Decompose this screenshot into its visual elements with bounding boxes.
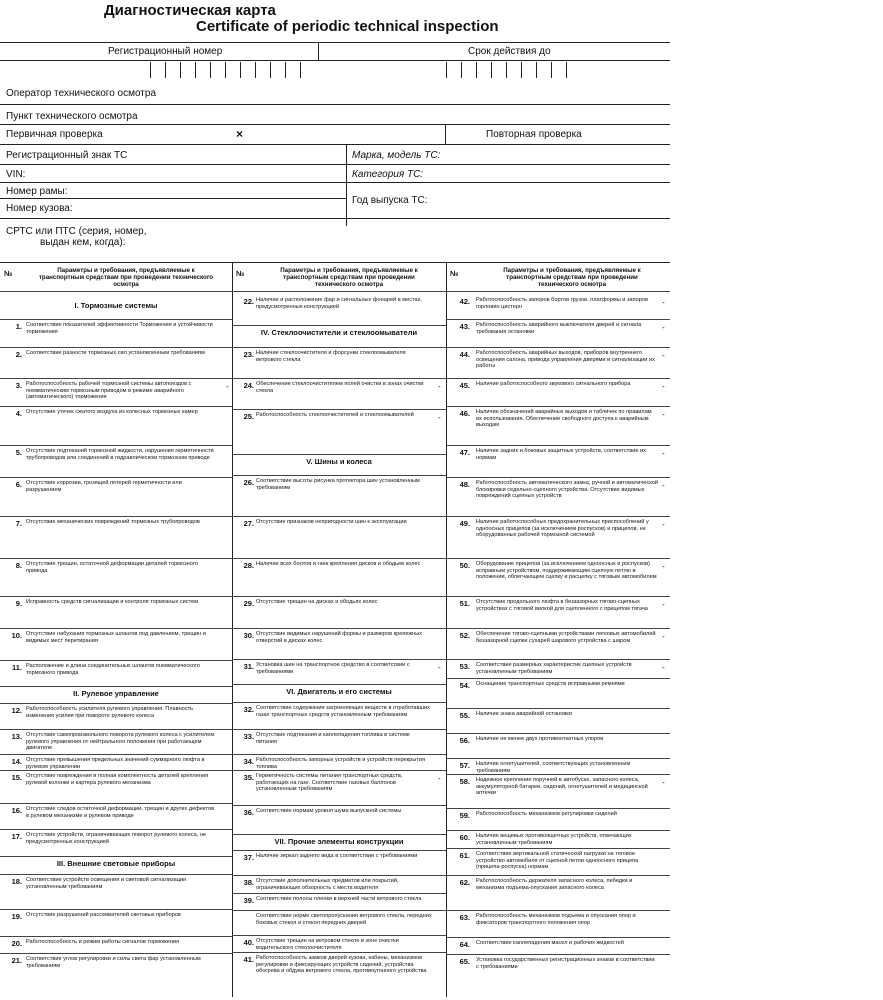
brand-model-label: Марка, модель ТС: <box>352 150 441 161</box>
row-number: 18. <box>11 877 22 886</box>
row-text: Отсутствие повреждения и полная комплектность деталей крепления рулевой колонки и картера рулевого механизма <box>26 773 209 786</box>
row-number: 36. <box>243 808 254 817</box>
row-text: Оснащение транспортных средств исправными ремнями <box>476 681 625 687</box>
body-number-label: Номер кузова: <box>6 203 73 214</box>
row-text: Соответствие разности тормозных сил установленным требованиям <box>26 350 205 356</box>
row-divider <box>0 660 232 661</box>
row-text: Отсутствие признаков непригодности шин к эксплуатации <box>256 519 407 525</box>
row-number: 33. <box>243 732 254 741</box>
row-divider <box>0 477 232 478</box>
row-number: 3. <box>15 381 22 390</box>
year-label: Год выпуска ТС: <box>352 195 428 206</box>
row-number: 12. <box>11 706 22 715</box>
row-divider <box>0 829 232 830</box>
row-result-dash: - <box>662 382 665 391</box>
row-divider <box>232 910 446 911</box>
row-text: Соответствие устройств освещения и световой сигнализации установленным требованиям <box>26 877 187 890</box>
row-divider <box>446 910 670 911</box>
row-number: 14. <box>11 757 22 766</box>
column-header: Параметры и требования, предъявляемые к транспортным средствам при проведении технического осмотра <box>38 267 214 288</box>
row-text: Отсутствие утечек сжатого воздуха из колесных тормозных камер <box>26 409 198 415</box>
row-divider <box>0 596 232 597</box>
section-title: VI. Двигатель и его системы <box>286 687 392 696</box>
row-divider <box>446 347 670 348</box>
row-number: 29. <box>243 599 254 608</box>
valid-until-label: Срок действия до <box>468 46 551 57</box>
row-number: 60. <box>459 833 470 842</box>
row-divider <box>232 596 446 597</box>
row-result-dash: - <box>438 382 441 391</box>
inspection-point-label: Пункт технического осмотра <box>6 111 138 122</box>
row-text: Установка шин на транспортное средство в соответствии с требованиями <box>256 662 410 675</box>
row-divider <box>446 378 670 379</box>
row-divider <box>446 733 670 734</box>
row-divider <box>232 834 446 835</box>
row-divider <box>446 628 670 629</box>
row-divider <box>446 758 670 759</box>
row-result-dash: - <box>662 520 665 529</box>
header-no-symbol: № <box>236 269 245 278</box>
column-header: Параметры и требования, предъявляемые к транспортным средствам при проведении технического осмотра <box>503 267 641 288</box>
section-title: III. Внешние световые приборы <box>56 859 176 868</box>
header-no-symbol: № <box>450 269 459 278</box>
row-number: 51. <box>459 599 470 608</box>
row-text: Отсутствие механических повреждений тормозных трубопроводов <box>26 519 200 525</box>
row-text: Работоспособность держателя запасного колеса, лебедки и механизма подъема-опускания запасного колеса <box>476 878 633 891</box>
row-divider <box>0 770 232 771</box>
vin-label: VIN: <box>6 169 26 180</box>
row-divider <box>446 445 670 446</box>
row-divider <box>232 659 446 660</box>
row-text: Соответствие норме светопропускания ветрового стекла, передних боковых стекол и стекол передних дверей <box>256 913 432 926</box>
valid-until-boxes[interactable] <box>446 62 567 78</box>
row-divider <box>232 893 446 894</box>
row-number: 26. <box>243 478 254 487</box>
inspection-table <box>0 262 670 997</box>
row-result-dash: - <box>662 410 665 419</box>
row-number: 28. <box>243 561 254 570</box>
row-text: Соответствие нормам уровня шума выпускной системы <box>256 808 402 814</box>
reg-number-label: Регистрационный номер <box>108 46 223 57</box>
row-text: Соответствие полосы пленки в верхней части ветрового стекла <box>256 896 422 902</box>
row-number: 30. <box>243 631 254 640</box>
row-divider <box>232 347 446 348</box>
row-text: Работоспособность усилителя рулевого управления. Плавность изменения усилия при повороте рулевого колеса <box>26 706 194 719</box>
row-number: 31. <box>243 662 254 671</box>
row-text: Работоспособность замков дверей кузова, кабины, механизмов регулировки и фиксирующих устройств сидений, устройства обогрева и обдува ветрового стекла, противоугонного устройства <box>256 955 427 975</box>
row-text: Отсутствие видимых нарушений формы и размеров крепежных отверстий в дисках колес <box>256 631 423 644</box>
row-divider <box>232 475 446 476</box>
row-divider <box>446 678 670 679</box>
row-number: 54. <box>459 681 470 690</box>
row-text: Наличие зеркал заднего вида в соответствии с требованиями <box>256 853 418 859</box>
row-text: Отсутствие превышения предельных значений суммарного люфта в рулевом управлении <box>26 757 205 770</box>
row-number: 40. <box>243 938 254 947</box>
operator-label: Оператор технического осмотра <box>6 88 157 99</box>
row-divider <box>446 596 670 597</box>
row-text: Наличие работоспособного звукового сигнального прибора <box>476 381 631 387</box>
row-text: Наличие огнетушителей, соответствующих установленным требованиям <box>476 761 631 774</box>
row-divider <box>0 953 232 954</box>
row-divider <box>0 909 232 910</box>
row-divider <box>232 952 446 953</box>
row-number: 20. <box>11 939 22 948</box>
row-result-dash: - <box>438 774 441 783</box>
row-text: Соответствие вертикальной статической нагрузки на тяговое устройство автомобиля от сцепной петли одноосного прицепа (прицепа-роспуска) нормам <box>476 851 639 871</box>
row-number: 44. <box>459 350 470 359</box>
row-divider <box>232 850 446 851</box>
row-result-dash: - <box>438 413 441 422</box>
row-divider <box>446 808 670 809</box>
row-number: 19. <box>11 912 22 921</box>
row-divider <box>446 558 670 559</box>
row-text: Отсутствие подтеканий тормозной жидкости, нарушения герметичности трубопроводов или соединений в гидравлическом тормозном приводе <box>26 448 214 461</box>
row-number: 24. <box>243 381 254 390</box>
row-text: Наличие не менее двух противооткатных упоров <box>476 736 604 742</box>
row-number: 25. <box>243 412 254 421</box>
row-divider <box>446 848 670 849</box>
row-text: Надежное крепление поручней в автобусах, запасного колеса, аккумуляторной батареи, сидений, огнетушителей и медицинской аптечки <box>476 777 648 797</box>
column-divider <box>232 263 233 997</box>
row-number: 42. <box>459 297 470 306</box>
row-text: Отсутствие устройств, ограничивающих поворот рулевого колеса, не предусмотренных конструкцией <box>26 832 207 845</box>
row-text: Работоспособность стеклоочистителей и стеклоомывателей <box>256 412 414 418</box>
row-text: Отсутствие продольного люфта в беззазорных тягово-сцепных устройствах с тяговой вилкой для сцепленного с прицепом тягача <box>476 599 648 612</box>
row-result-dash: - <box>226 382 229 391</box>
row-text: Соответствие размерных характеристик сцепных устройств установленным требованиям <box>476 662 632 675</box>
row-number: 10. <box>11 631 22 640</box>
row-text: Работоспособность аварийных выходов, приборов внутреннего освещения салона, привода управления дверями и сигнализации их работы <box>476 350 655 370</box>
row-divider <box>0 686 232 687</box>
row-number: 58. <box>459 777 470 786</box>
row-result-dash: - <box>662 298 665 307</box>
row-text: Соответствие содержания загрязняющих веществ в отработавших газах транспортных средств установленным требованиям <box>256 705 430 718</box>
row-divider <box>446 954 670 955</box>
row-result-dash: - <box>662 449 665 458</box>
row-text: Соответствие углов регулировки и силы света фар установленным требованиям <box>26 956 201 969</box>
row-text: Отсутствие следов остаточной деформации, трещин и других дефектов в рулевом механизме и рулевом приводе <box>26 806 215 819</box>
row-number: 22. <box>243 297 254 306</box>
row-divider <box>446 708 670 709</box>
row-divider <box>0 628 232 629</box>
row-result-dash: - <box>662 323 665 332</box>
row-text: Наличие работоспособных предохранительных приспособлений у одноосных прицепов (за исключением роспусков) и прицепов, не оборудованных рабочей тормозной системой <box>476 519 649 539</box>
reg-sign-label: Регистрационный знак ТС <box>6 150 128 161</box>
row-number: 64. <box>459 940 470 949</box>
row-number: 47. <box>459 448 470 457</box>
row-divider <box>0 729 232 730</box>
row-number: 8. <box>15 561 22 570</box>
row-text: Работоспособность механизмов подъема и опускания опор и фиксаторов транспортного положения опор <box>476 913 636 926</box>
row-number: 13. <box>11 732 22 741</box>
title-en: Certificate of periodic technical inspection <box>196 18 499 35</box>
row-text: Отсутствие подтекания и каплепадения топлива в системе питания <box>256 732 410 745</box>
row-number: 41. <box>243 955 254 964</box>
row-number: 17. <box>11 832 22 841</box>
row-divider <box>446 875 670 876</box>
row-divider <box>0 936 232 937</box>
row-divider <box>232 935 446 936</box>
primary-check-label: Первичная проверка <box>6 129 103 140</box>
row-number: 11. <box>11 663 22 672</box>
row-number: 52. <box>459 631 470 640</box>
row-divider <box>446 406 670 407</box>
row-divider <box>0 754 232 755</box>
row-divider <box>0 558 232 559</box>
row-number: 5. <box>15 448 22 457</box>
reg-number-boxes[interactable] <box>150 62 301 78</box>
row-number: 59. <box>459 811 470 820</box>
row-number: 15. <box>11 773 22 782</box>
row-text: Обеспечение стеклоочистителем полей очистки в зонах очистки стекла <box>256 381 424 394</box>
srts-label-1: СРТС или ПТС (серия, номер, <box>6 226 147 237</box>
row-text: Отсутствие самопроизвольного поворота рулевого колеса с усилителем рулевого управления от нейтрального положения при работающем двигателе <box>26 732 215 752</box>
row-number: 39. <box>243 896 254 905</box>
frame-number-label: Номер рамы: <box>6 186 68 197</box>
row-text: Наличие вещевых противоящетных устройств, отвечающих установленным требованиям <box>476 833 632 846</box>
row-number: 38. <box>243 878 254 887</box>
row-divider <box>232 409 446 410</box>
row-divider <box>232 805 446 806</box>
row-divider <box>232 325 446 326</box>
row-divider <box>232 684 446 685</box>
row-number: 65. <box>459 957 470 966</box>
row-text: Наличие всех болтов и гаек крепления дисков и ободьев колес <box>256 561 421 567</box>
repeat-check-label: Повторная проверка <box>486 129 582 140</box>
row-divider <box>0 803 232 804</box>
row-text: Отсутствие набухания тормозных шлангов под давлением, трещин и видимых мест перетирания <box>26 631 206 644</box>
section-title: V. Шины и колеса <box>306 457 372 466</box>
row-divider <box>0 347 232 348</box>
row-divider <box>0 406 232 407</box>
row-text: Расположение и длина соединительных шлангов пневматического тормозного привода <box>26 663 200 676</box>
row-divider <box>0 856 232 857</box>
row-number: 1. <box>15 322 22 331</box>
row-result-dash: - <box>662 351 665 360</box>
row-divider <box>0 445 232 446</box>
header-divider <box>0 291 232 292</box>
row-result-dash: - <box>662 663 665 672</box>
row-text: Работоспособность аварийного выключателя дверей и сигнала требования остановки <box>476 322 642 335</box>
row-result-dash: - <box>662 632 665 641</box>
row-number: 32. <box>243 705 254 714</box>
row-text: Герметичность системы питания транспортных средств, работающих на газе. Соответствие газовых баллонов установленным требованиям <box>256 773 403 793</box>
title-ru: Диагностическая карта <box>104 2 276 19</box>
header-divider <box>446 291 670 292</box>
row-text: Наличие знака аварийной остановки <box>476 711 572 717</box>
section-title: I. Тормозные системы <box>74 301 158 310</box>
row-number: 37. <box>243 853 254 862</box>
row-number: 21. <box>11 956 22 965</box>
section-title: IV. Стеклоочистители и стеклоомыватели <box>260 328 418 337</box>
row-divider <box>232 558 446 559</box>
row-number: 9. <box>15 599 22 608</box>
row-text: Наличие и расположение фар и сигнальных фонарей в местах, предусмотренных конструкцией <box>256 297 422 310</box>
row-text: Отсутствие разрушений рассеивателей световых приборов <box>26 912 181 918</box>
row-number: 46. <box>459 409 470 418</box>
row-text: Отсутствие дополнительных предметов или покрытий, ограничивающих обзорность с места водителя <box>256 878 399 891</box>
row-result-dash: - <box>662 481 665 490</box>
row-divider <box>0 703 232 704</box>
row-divider <box>232 754 446 755</box>
row-divider <box>232 702 446 703</box>
header-no-symbol: № <box>4 269 13 278</box>
section-title: VII. Прочие элементы конструкции <box>274 837 404 846</box>
row-number: 56. <box>459 736 470 745</box>
row-text: Соответствие высоты рисунка протектора шин установленным требованиям <box>256 478 420 491</box>
row-result-dash: - <box>438 663 441 672</box>
row-text: Отсутствие трещин на дисках и ободьях колес <box>256 599 378 605</box>
row-divider <box>446 319 670 320</box>
row-result-dash: - <box>662 778 665 787</box>
row-text: Работоспособность автоматического замка, ручной и автоматической блокировки седельно-сцепного устройства. Отсутствие видимых повреждений сцепных устройств <box>476 480 658 500</box>
row-text: Работоспособность механизмов регулировки сидений <box>476 811 617 817</box>
row-divider <box>232 729 446 730</box>
row-number: 16. <box>11 806 22 815</box>
row-text: Исправность средств сигнализации и контроля тормозных систем <box>26 599 199 605</box>
row-number: 43. <box>459 322 470 331</box>
row-text: Наличие задних и боковых защитных устройств, соответствие их нормам <box>476 448 646 461</box>
primary-check-mark[interactable]: × <box>236 127 244 141</box>
srts-label-2: выдан кем, когда): <box>40 237 126 248</box>
row-divider <box>446 477 670 478</box>
row-number: 6. <box>15 480 22 489</box>
row-divider <box>232 628 446 629</box>
row-number: 50. <box>459 561 470 570</box>
row-text: Отсутствие трещин, остаточной деформации деталей тормозного привода <box>26 561 198 574</box>
row-divider <box>446 659 670 660</box>
column-header: Параметры и требования, предъявляемые к транспортным средствам при проведении технического осмотра <box>280 267 418 288</box>
row-result-dash: - <box>662 562 665 571</box>
row-text: Работоспособность запоров бортов грузов. платформы и запоров горловин цистерн <box>476 297 648 310</box>
row-divider <box>232 770 446 771</box>
row-text: Работоспособность рабочей тормозной системы автопоездов с пневматическим тормозным приводом в режиме аварийного (автоматического) торможения <box>26 381 192 401</box>
row-number: 2. <box>15 350 22 359</box>
row-divider <box>0 319 232 320</box>
row-divider <box>232 378 446 379</box>
row-number: 63. <box>459 913 470 922</box>
row-divider <box>446 516 670 517</box>
section-title: II. Рулевое управление <box>73 689 159 698</box>
row-divider <box>232 454 446 455</box>
row-divider <box>0 378 232 379</box>
row-text: Оборудование прицепов (за исключением одноосных и роспусков) исправным устройством, поддерживающим сцепную петлю в положении, облегчающем сцепку и расцепку с тяговым автомобилем <box>476 561 657 581</box>
row-number: 62. <box>459 878 470 887</box>
row-text: Наличие стеклоочистителя и форсунки стеклоомывателя ветрового стекла <box>256 350 406 363</box>
row-number: 23. <box>243 350 254 359</box>
row-number: 35. <box>243 773 254 782</box>
row-number: 55. <box>459 711 470 720</box>
row-number: 4. <box>15 409 22 418</box>
row-text: Установка государственных регистрационных знаков в соответствии с требованиями <box>476 957 655 970</box>
row-number: 57. <box>459 761 470 770</box>
category-label: Категория ТС: <box>352 169 424 180</box>
row-divider <box>446 774 670 775</box>
row-number: 34. <box>243 757 254 766</box>
row-divider <box>446 830 670 831</box>
row-divider <box>0 874 232 875</box>
row-number: 49. <box>459 519 470 528</box>
row-number: 53. <box>459 662 470 671</box>
column-divider <box>446 263 447 997</box>
row-divider <box>0 516 232 517</box>
row-text: Наличие обозначений аварийных выходов и табличек по правилам их использования. Обеспечение свободного доступа к аварийным выходам <box>476 409 652 429</box>
row-divider <box>232 875 446 876</box>
row-divider <box>446 937 670 938</box>
row-number: 48. <box>459 480 470 489</box>
row-text: Работоспособность и режим работы сигналов торможения <box>26 939 180 945</box>
row-text: Обеспечение тягово-сцепными устройствами легковых автомобилей беззазорной сцепки сухарей шарового устройства с шаром <box>476 631 656 644</box>
header-divider <box>232 291 446 292</box>
row-text: Отсутствие коррозии, грозящей потерей герметичности или разрушением <box>26 480 182 493</box>
row-number: 7. <box>15 519 22 528</box>
row-text: Работоспособность запорных устройств и устройств перекрытия топлива <box>256 757 425 770</box>
row-number: 27. <box>243 519 254 528</box>
row-result-dash: - <box>662 600 665 609</box>
row-text: Соответствие показателей эффективности Торможения и устойчивости торможения <box>26 322 213 335</box>
row-text: Соответствие каплепадения масел и рабочих жидкостей <box>476 940 624 946</box>
row-text: Отсутствие трещин на ветровом стекле в зоне очистки водительского стеклоочистителя <box>256 938 399 951</box>
row-divider <box>232 516 446 517</box>
row-number: 61. <box>459 851 470 860</box>
row-number: 45. <box>459 381 470 390</box>
